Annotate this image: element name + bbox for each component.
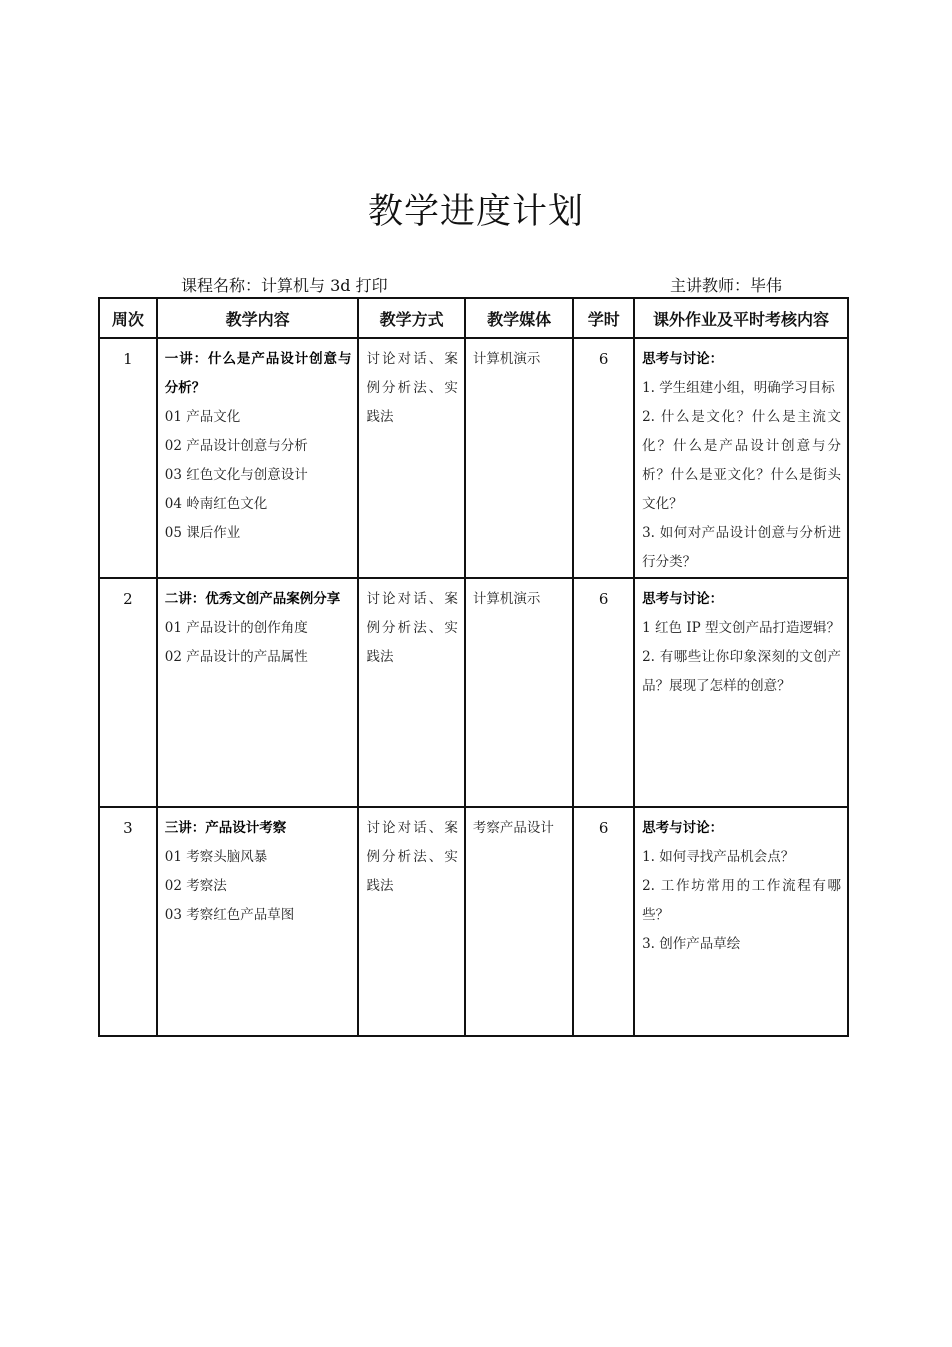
week-cell	[99, 338, 157, 578]
class-hours: 6	[598, 590, 609, 608]
content-cell	[157, 338, 359, 578]
week-number: 1	[123, 350, 133, 368]
course-name: 课程名称：计算机与 3d 打印	[181, 276, 388, 295]
teacher-name: 主讲教师：毕伟	[670, 276, 783, 295]
hours-cell	[573, 578, 634, 807]
media-cell	[465, 578, 573, 807]
teaching-method: 讨论对话、案例分析法、实践法	[366, 820, 458, 894]
content-item: 03 考察红色产品草图	[164, 907, 295, 923]
header-homework: 课外作业及平时考核内容	[634, 298, 848, 338]
week-number: 3	[123, 819, 133, 837]
content-item: 04 岭南红色文化	[164, 496, 268, 512]
method-cell	[358, 338, 464, 578]
week-number: 2	[123, 590, 133, 608]
media-cell	[465, 807, 573, 1036]
page-title: 教学进度计划	[367, 192, 584, 232]
content-cell	[157, 807, 359, 1036]
homework-item: 3. 如何对产品设计创意与分析进行分类？	[642, 525, 841, 570]
hours-cell	[573, 807, 634, 1036]
header-content: 教学内容	[157, 298, 359, 338]
media-cell	[465, 338, 573, 578]
table-row	[99, 807, 848, 1036]
teaching-method: 讨论对话、案例分析法、实践法	[366, 351, 458, 425]
method-cell	[358, 578, 464, 807]
method-cell	[358, 807, 464, 1036]
table-row	[99, 338, 848, 578]
hours-cell	[573, 338, 634, 578]
homework-cell	[634, 338, 848, 578]
header-hours: 学时	[573, 298, 634, 338]
header-week: 周次	[99, 298, 157, 338]
content-item: 01 考察头脑风暴	[164, 849, 268, 865]
week-cell	[99, 807, 157, 1036]
homework-item: 1. 学生组建小组，明确学习目标	[642, 380, 835, 396]
table-row	[99, 578, 848, 807]
homework-title: 思考与讨论：	[642, 591, 724, 607]
header-method: 教学方式	[358, 298, 464, 338]
homework-item: 2. 工作坊常用的工作流程有哪些？	[642, 878, 841, 923]
lecture-title: 二讲：优秀文创产品案例分享	[164, 591, 341, 607]
content-item: 03 红色文化与创意设计	[164, 467, 308, 483]
teaching-media: 考察产品设计	[472, 820, 554, 836]
lecture-title: 三讲：产品设计考察	[164, 820, 287, 836]
content-cell	[157, 578, 359, 807]
teaching-media: 计算机演示	[472, 351, 541, 367]
teaching-media: 计算机演示	[472, 591, 541, 607]
homework-item: 2. 有哪些让你印象深刻的文创产品？展现了怎样的创意？	[642, 649, 841, 694]
homework-title: 思考与讨论：	[642, 820, 724, 836]
header-media: 教学媒体	[465, 298, 573, 338]
class-hours: 6	[598, 350, 609, 368]
homework-title: 思考与讨论：	[642, 351, 724, 367]
content-item: 02 考察法	[164, 878, 227, 894]
homework-item: 1 红色 IP 型文创产品打造逻辑？	[642, 620, 840, 636]
content-item: 05 课后作业	[164, 525, 241, 541]
content-item: 02 产品设计创意与分析	[164, 438, 308, 454]
table-header-row	[99, 298, 848, 338]
content-item: 01 产品文化	[164, 409, 241, 425]
homework-cell	[634, 578, 848, 807]
homework-cell	[634, 807, 848, 1036]
week-cell	[99, 578, 157, 807]
teaching-method: 讨论对话、案例分析法、实践法	[366, 591, 458, 665]
homework-item: 3. 创作产品草绘	[642, 936, 741, 952]
content-item: 01 产品设计的创作角度	[164, 620, 308, 636]
homework-item: 2. 什么是文化？什么是主流文化？什么是产品设计创意与分析？什么是亚文化？什么是街头文化？	[642, 409, 841, 512]
class-hours: 6	[598, 819, 609, 837]
lecture-title: 一讲：什么是产品设计创意与分析？	[164, 351, 352, 396]
content-item: 02 产品设计的产品属性	[164, 649, 308, 665]
schedule-table	[98, 297, 849, 1037]
homework-item: 1. 如何寻找产品机会点？	[642, 849, 795, 865]
